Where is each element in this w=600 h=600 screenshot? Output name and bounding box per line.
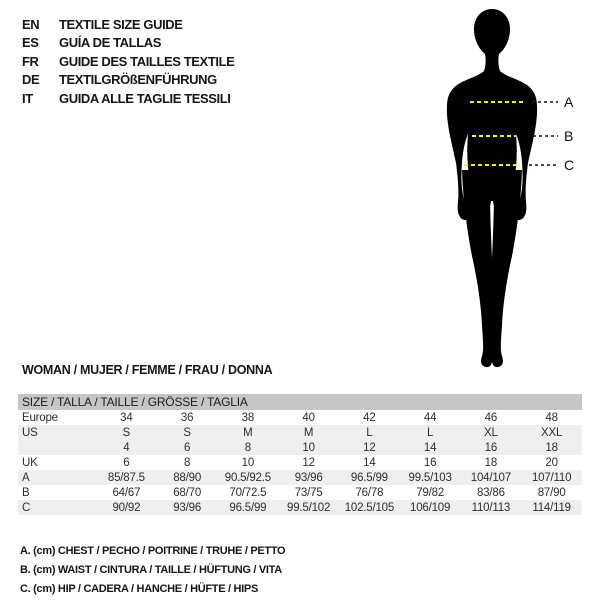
lang-label-de: TEXTILGRÖßENFÜHRUNG xyxy=(59,72,217,88)
cell: 6 xyxy=(123,456,130,469)
legend-line-chest: A. (cm) CHEST / PECHO / POITRINE / TRUHE / PETTO xyxy=(20,545,286,557)
cell: 70/72.5 xyxy=(229,486,267,499)
cell: 64/67 xyxy=(112,486,141,499)
cell: 68/70 xyxy=(173,486,202,499)
cell: 87/90 xyxy=(537,486,566,499)
cell: 85/87.5 xyxy=(96,470,157,485)
size-table-header-row xyxy=(18,394,582,410)
table-row-europe xyxy=(18,410,582,425)
cell: 14 xyxy=(363,456,376,469)
cell: 16 xyxy=(461,440,522,455)
table-row-us xyxy=(18,425,582,440)
cell: 4 xyxy=(96,440,157,455)
lang-label-es: GUÍA DE TALLAS xyxy=(59,35,162,51)
cell: 46 xyxy=(484,411,498,424)
cell: 104/107 xyxy=(461,470,522,485)
cell: S xyxy=(96,425,157,440)
lang-code-es: ES xyxy=(22,35,39,51)
cell: 42 xyxy=(363,411,376,424)
lang-label-it: GUIDA ALLE TAGLIE TESSILI xyxy=(59,90,231,106)
cell: 10 xyxy=(278,440,339,455)
cell: 10 xyxy=(241,456,255,469)
legend-line-hip: C. (cm) HIP / CADERA / HANCHE / HÜFTE / HIPS xyxy=(20,583,258,595)
gender-heading: WOMAN / MUJER / FEMME / FRAU / DONNA xyxy=(22,363,273,377)
cell: M xyxy=(278,425,339,440)
cell: 88/90 xyxy=(157,470,218,485)
cell: 36 xyxy=(180,411,194,424)
cell: XL xyxy=(461,425,522,440)
cell: L xyxy=(339,425,400,440)
lang-code-de: DE xyxy=(22,72,40,88)
cell: 18 xyxy=(484,456,498,469)
cell: 48 xyxy=(545,411,558,424)
cell: 102.5/105 xyxy=(339,500,400,515)
cell: 110/113 xyxy=(461,500,522,515)
row-label-uk: UK xyxy=(22,456,38,469)
table-row-hip xyxy=(18,500,582,515)
cell: 20 xyxy=(545,456,558,469)
cell: L xyxy=(400,425,461,440)
cell: 106/109 xyxy=(400,500,461,515)
cell: 44 xyxy=(423,411,437,424)
cell: XXL xyxy=(521,425,582,440)
cell: 96.5/99 xyxy=(339,470,400,485)
cell: 114/119 xyxy=(521,500,582,515)
woman-silhouette-right-leg xyxy=(491,170,522,367)
legend-line-waist: B. (cm) WAIST / CINTURA / TAILLE / HÜFTUNG / VITA xyxy=(20,564,282,576)
cell: 90.5/92.5 xyxy=(218,470,279,485)
cell: 93/96 xyxy=(278,470,339,485)
row-label-europe: Europe xyxy=(22,411,58,424)
cell: 34 xyxy=(120,411,133,424)
cell: 76/78 xyxy=(355,486,384,499)
row-label-c: C xyxy=(18,500,96,515)
cell: 73/75 xyxy=(294,486,323,499)
marker-label-a: A xyxy=(564,94,574,110)
table-row-waist xyxy=(18,485,582,500)
marker-label-c: C xyxy=(564,157,575,173)
lang-code-en: EN xyxy=(22,17,40,32)
cell: 6 xyxy=(157,440,218,455)
cell: 96.5/99 xyxy=(218,500,279,515)
cell: 99.5/103 xyxy=(400,470,461,485)
lang-code-it: IT xyxy=(22,90,33,106)
row-label-blank xyxy=(18,440,96,455)
lang-label-en: TEXTILE SIZE GUIDE xyxy=(59,17,183,32)
cell: 16 xyxy=(423,456,437,469)
cell: 8 xyxy=(218,440,279,455)
cell: 12 xyxy=(339,440,400,455)
cell: 14 xyxy=(400,440,461,455)
cell: 90/92 xyxy=(96,500,157,515)
lang-code-fr: FR xyxy=(22,53,39,69)
marker-label-b: B xyxy=(564,128,574,144)
row-label-us: US xyxy=(18,425,96,440)
table-row-uk xyxy=(18,455,582,470)
cell: 107/110 xyxy=(521,470,582,485)
row-label-a: A xyxy=(18,470,96,485)
cell: 83/86 xyxy=(476,486,505,499)
cell: 99.5/102 xyxy=(278,500,339,515)
cell: S xyxy=(157,425,218,440)
woman-silhouette-left-leg xyxy=(462,170,493,367)
cell: M xyxy=(218,425,279,440)
cell: 38 xyxy=(241,411,255,424)
table-row-us-numeric xyxy=(18,440,582,455)
cell: 79/82 xyxy=(416,486,445,499)
size-table xyxy=(18,394,582,515)
row-label-b: B xyxy=(22,486,30,499)
measurement-legend xyxy=(20,542,285,599)
lang-label-fr: GUIDE DES TAILLES TEXTILE xyxy=(59,53,235,69)
woman-silhouette xyxy=(447,9,537,220)
cell: 12 xyxy=(302,456,315,469)
cell: 40 xyxy=(302,411,315,424)
cell: 93/96 xyxy=(157,500,218,515)
cell: 8 xyxy=(184,456,191,469)
cell: 18 xyxy=(521,440,582,455)
size-table-header: SIZE / TALLA / TAILLE / GRÖSSE / TAGLIA xyxy=(18,394,582,410)
table-row-chest xyxy=(18,470,582,485)
